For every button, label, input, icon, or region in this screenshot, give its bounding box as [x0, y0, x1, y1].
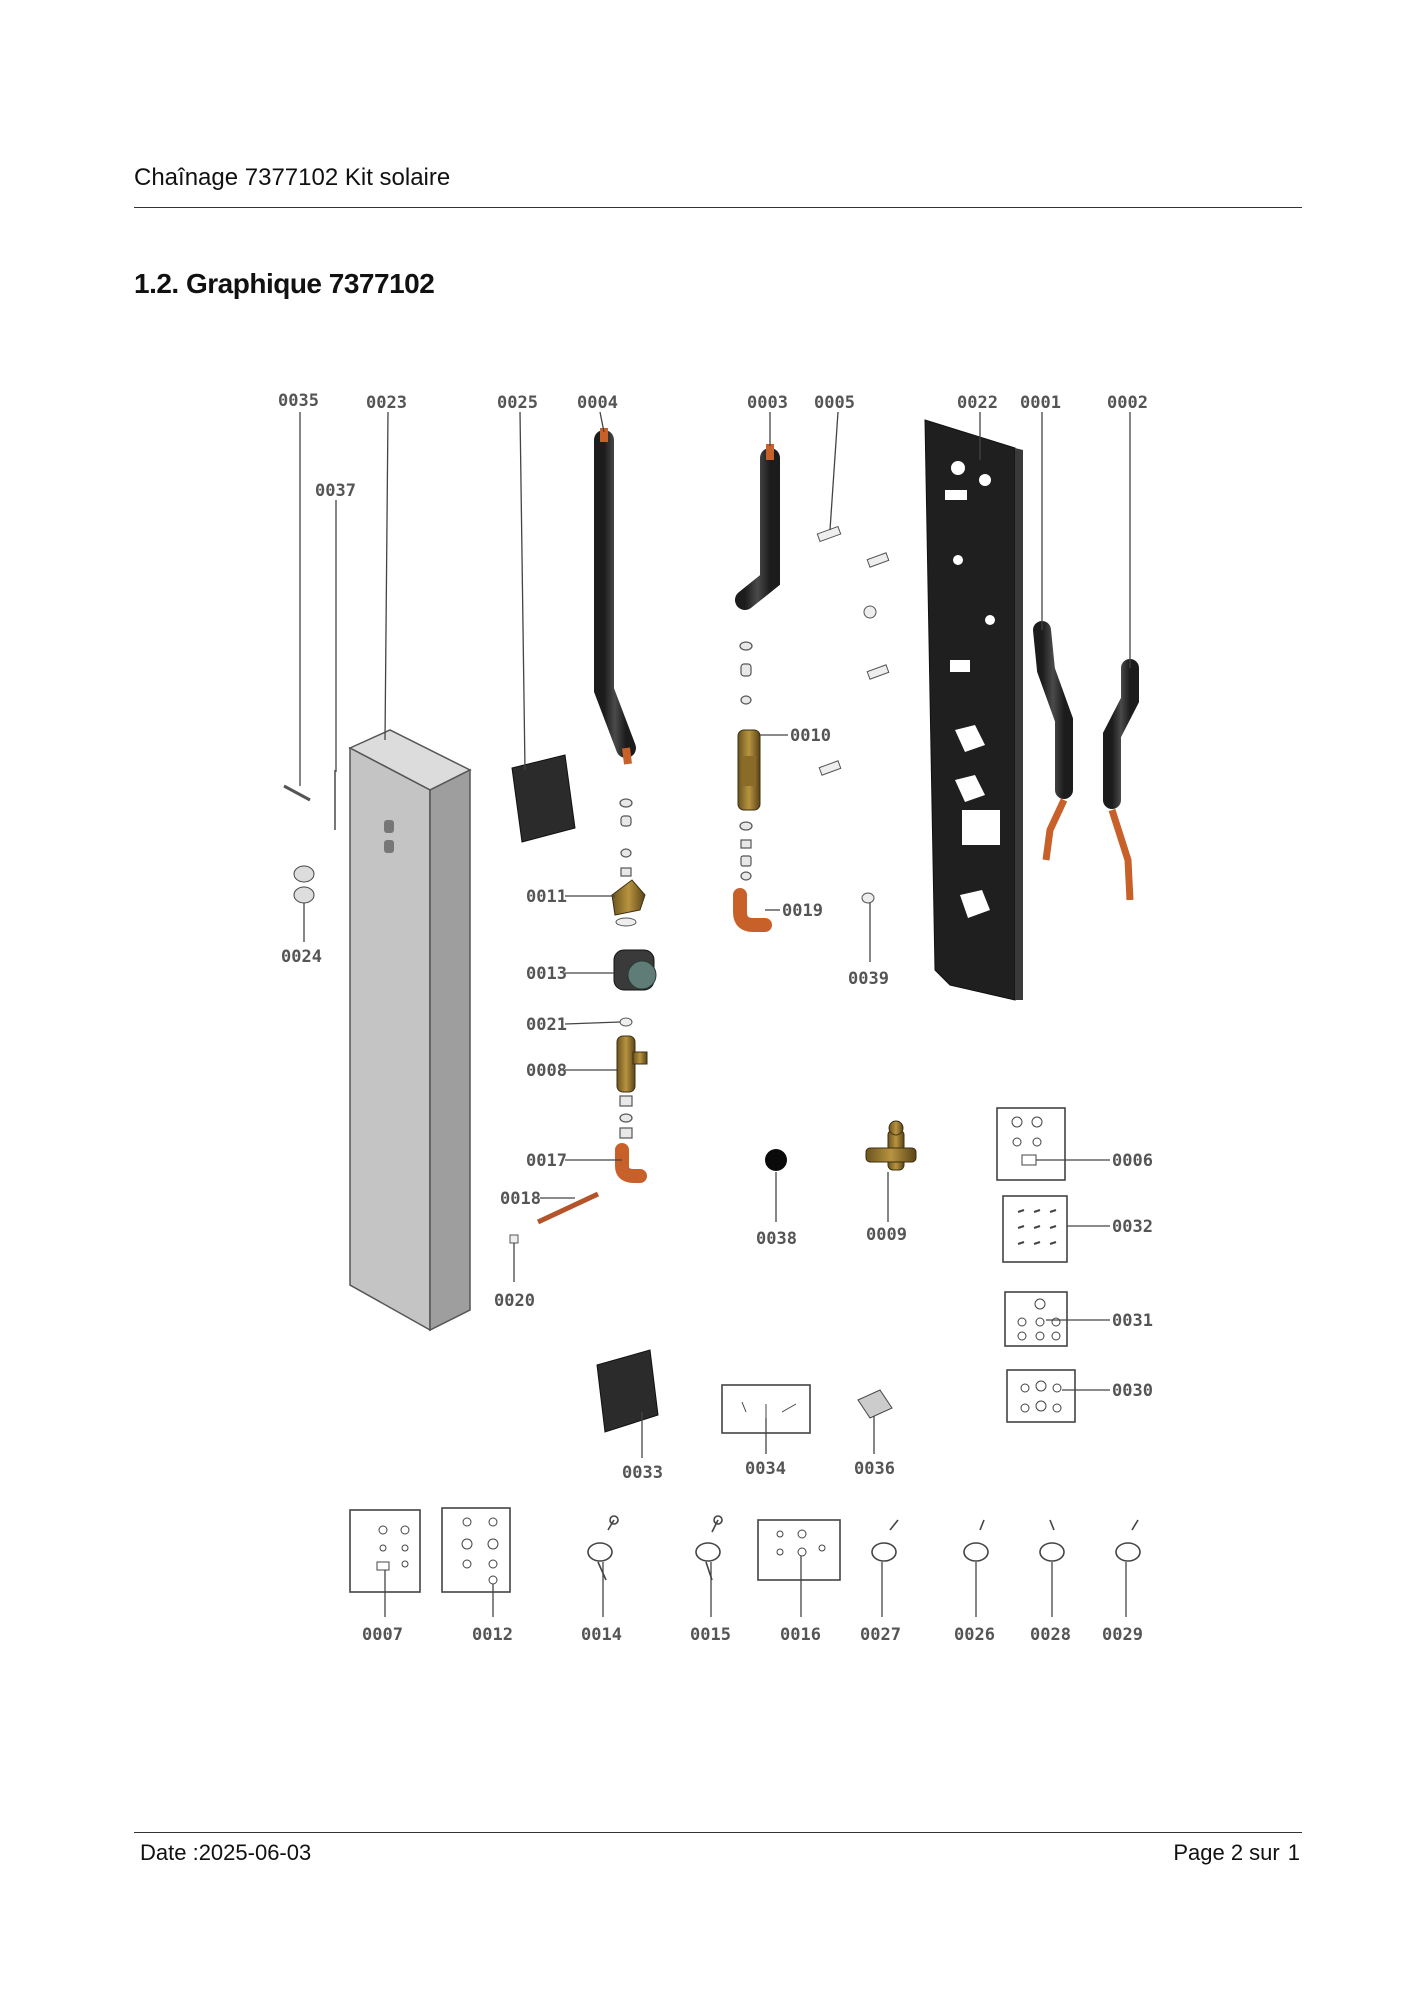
footer-divider: [134, 1832, 1302, 1833]
part-label: 0012: [472, 1625, 513, 1645]
part-label: 0006: [1112, 1151, 1153, 1171]
sensor-cables: [588, 1516, 1140, 1580]
cabinet-casing-part: [350, 730, 470, 1330]
footer-date: Date :2025-06-03: [140, 1840, 312, 1865]
part-label: 0008: [526, 1061, 567, 1081]
part-label: 0017: [526, 1151, 567, 1171]
part-label: 0034: [745, 1459, 786, 1479]
part-label: 0015: [690, 1625, 731, 1645]
section-title: 1.2. Graphique 7377102: [134, 268, 435, 299]
part-label: 0021: [526, 1015, 567, 1035]
part-label: 0036: [854, 1459, 895, 1479]
footer-page-number: [1165, 1840, 1300, 1866]
part-label: 0005: [814, 393, 855, 413]
part-label: 0033: [622, 1463, 663, 1483]
clips-0005: [817, 526, 888, 903]
part-label: 0024: [281, 947, 322, 967]
bracket-0036: [858, 1390, 892, 1418]
part-label: 0007: [362, 1625, 403, 1645]
small-parts-left: [284, 770, 335, 903]
document-header-title: Chaînage 7377102 Kit solaire: [134, 164, 451, 191]
part-label: 0004: [577, 393, 618, 413]
valve-0010: [738, 730, 760, 810]
kit-box-0006: [997, 1108, 1065, 1180]
cap-0038: [765, 1149, 787, 1171]
part-label: 0010: [790, 726, 831, 746]
part-label: 0011: [526, 887, 567, 907]
part-label: 0029: [1102, 1625, 1143, 1645]
part-label: 0013: [526, 964, 567, 984]
part-label: 0027: [860, 1625, 901, 1645]
elbow-0019: [740, 895, 765, 925]
mounting-plate-part: [925, 420, 1023, 1000]
part-label: 0028: [1030, 1625, 1071, 1645]
insulated-pipe-0003: [745, 444, 770, 600]
part-label: 0025: [497, 393, 538, 413]
part-label: 0039: [848, 969, 889, 989]
part-label: 0001: [1020, 393, 1061, 413]
part-label: 0030: [1112, 1381, 1153, 1401]
kit-box-0012: [442, 1508, 510, 1592]
kit-box-0030: [1007, 1370, 1075, 1422]
insulated-pipe-0002: [1112, 668, 1130, 900]
part-label: 0026: [954, 1625, 995, 1645]
part-label: 0035: [278, 391, 319, 411]
gasket-0021: [620, 1018, 632, 1026]
cover-box-part: [597, 1350, 658, 1432]
elbow-0017: [622, 1150, 640, 1176]
part-label: 0019: [782, 901, 823, 921]
part-label: 0009: [866, 1225, 907, 1245]
screw-0020: [510, 1235, 518, 1243]
insulated-pipe-0004: [604, 428, 628, 764]
page-label: Page 2 sur: [1173, 1840, 1280, 1865]
part-label: 0014: [581, 1625, 622, 1645]
part-label: 0037: [315, 481, 356, 501]
fitting-0008: [617, 1036, 647, 1092]
part-label: 0038: [756, 1229, 797, 1249]
part-label: 0031: [1112, 1311, 1153, 1331]
kit-box-0032: [1003, 1196, 1067, 1262]
part-label: 0018: [500, 1189, 541, 1209]
part-label: 0016: [780, 1625, 821, 1645]
fittings-column-0008: [620, 1096, 632, 1138]
kit-box-0016: [758, 1520, 840, 1580]
part-label: 0020: [494, 1291, 535, 1311]
cover-box-part: [512, 755, 575, 842]
insulated-pipe-0001: [1042, 630, 1064, 860]
part-label: 0022: [957, 393, 998, 413]
kit-box-0031: [1005, 1292, 1067, 1346]
page-total: 1: [1287, 1840, 1300, 1865]
part-label: 0023: [366, 393, 407, 413]
pump-0013: [614, 950, 656, 990]
part-label: 0002: [1107, 393, 1148, 413]
valve-0009: [866, 1121, 916, 1170]
part-label: 0032: [1112, 1217, 1153, 1237]
fittings-column-0004: [620, 799, 632, 876]
part-label: 0003: [747, 393, 788, 413]
fitting-0011: [612, 880, 645, 926]
